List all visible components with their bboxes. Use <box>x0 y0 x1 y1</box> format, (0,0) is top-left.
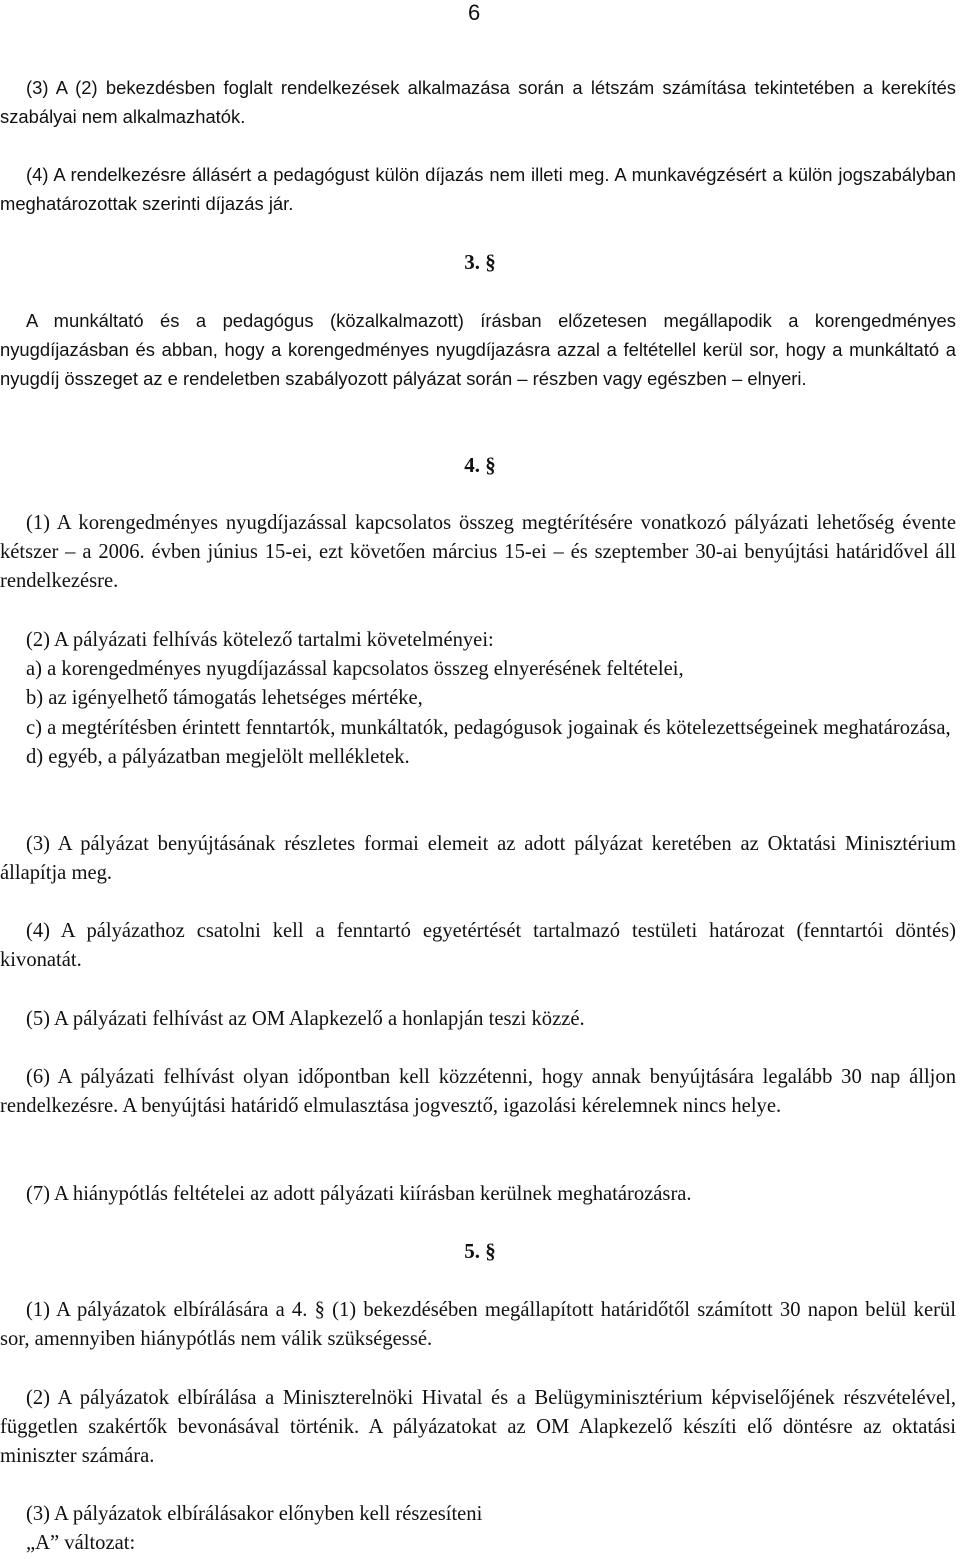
list-item-b: b) az igényelhető támogatás lehetséges mértéke, <box>26 687 423 710</box>
paragraph-2-intro: (2) A pályázati felhívás kötelező tartalmi követelményei: <box>26 629 494 651</box>
section-4-paragraph-1: (1) A korengedményes nyugdíjazással kapcsolatos összeg megtérítésére vonatkozó pályázati lehetőség évente kétszer – a 2006. évben június 15-ei, ezt követően március 15-ei – és szeptember 30-ai benyújtási határidővel áll rendelkezésre. <box>0 512 956 593</box>
section-4-paragraph-6: (6) A pályázati felhívást olyan időpontban kell közzétenni, hogy annak benyújtására legalább 30 nap álljon rendelkezésre. A benyújtási határidő elmulasztása jogvesztő, igazolási kérelemnek nincs helye. <box>0 1066 956 1118</box>
section-4-paragraph-3: (3) A pályázat benyújtásának részletes formai elemeit az adott pályázat keretében az Oktatási Minisztérium állapítja meg. <box>0 833 956 885</box>
section-3-text: A munkáltató és a pedagógus (közalkalmazott) írásban előzetesen megállapodik a korengedményes nyugdíjazásban és abban, hogy a korengedményes nyugdíjazásra azzal a feltétellel kerül sor, hogy a munkáltató a nyugdíj összeget az e rendeletben szabályozott pályázat során – részben vagy egészben – elnyeri. <box>0 310 956 390</box>
page-number: 6 <box>468 0 481 25</box>
paragraph-2-4: (4) A rendelkezésre állásért a pedagógust külön díjazás nem illeti meg. A munkavégzésért a külön jogszabályban meghatározottak szerinti díjazás jár. <box>0 164 956 215</box>
section-5-heading: 5. § <box>464 1239 496 1263</box>
paragraph-3-text: (3) A pályázatok elbírálásakor előnyben kell részesíteni <box>26 1503 483 1525</box>
variant-a-label: „A” változat: <box>26 1532 136 1555</box>
section-5-paragraph-3 <box>0 1500 956 1558</box>
section-3-heading: 3. § <box>464 250 496 274</box>
paragraph-2-3: (3) A (2) bekezdésben foglalt rendelkezések alkalmazása során a létszám számítása tekintetében a kerekítés szabályai nem alkalmazhatók. <box>0 77 956 128</box>
list-item-a: a) a korengedményes nyugdíjazással kapcsolatos összeg elnyerésének feltételei, <box>26 658 684 681</box>
section-4-paragraph-2 <box>0 626 956 772</box>
section-5-paragraph-1: (1) A pályázatok elbírálására a 4. § (1) bekezdésében megállapított határidőtől számított 30 napon belül kerül sor, amennyiben hiánypótlás nem válik szükségessé. <box>0 1299 956 1351</box>
section-4-paragraph-7: (7) A hiánypótlás feltételei az adott pályázati kiírásban kerülnek meghatározásra. <box>26 1183 692 1205</box>
list-item-d: d) egyéb, a pályázatban megjelölt mellékletek. <box>26 745 410 768</box>
section-4-heading: 4. § <box>464 453 496 477</box>
list-item-c: c) a megtérítésben érintett fenntartók, munkáltatók, pedagógusok jogainak és kötelezettségeinek meghatározása, <box>26 716 951 739</box>
section-4-paragraph-4: (4) A pályázathoz csatolni kell a fenntartó egyetértését tartalmazó testületi határozat (fenntartói döntés) kivonatát. <box>0 920 956 972</box>
section-5-paragraph-2: (2) A pályázatok elbírálása a Miniszterelnöki Hivatal és a Belügyminisztérium képviselőjének részvételével, független szakértők bevonásával történik. A pályázatokat az OM Alapkezelő készíti elő döntésre az oktatási miniszter számára. <box>0 1387 956 1468</box>
section-4-paragraph-5: (5) A pályázati felhívást az OM Alapkezelő a honlapján teszi közzé. <box>26 1008 585 1030</box>
